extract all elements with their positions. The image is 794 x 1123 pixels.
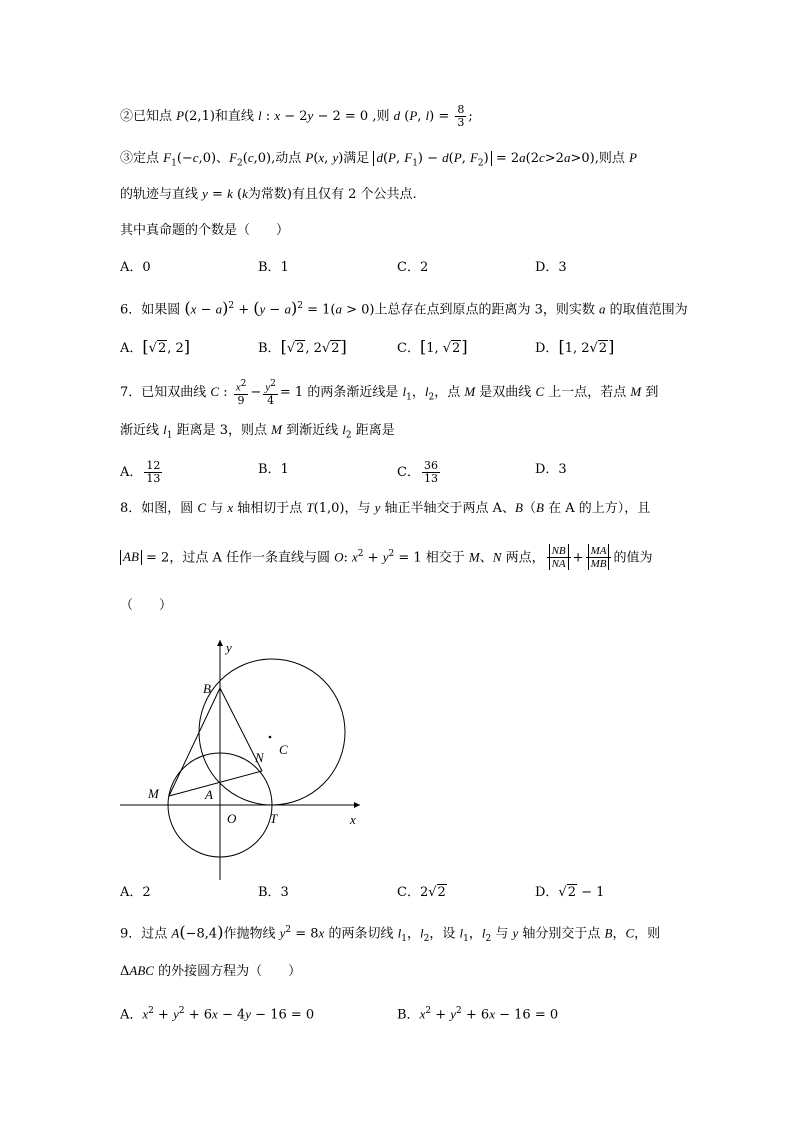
q6-option-b[interactable]: B．[√2, 2√2] <box>258 337 347 356</box>
q8-stem-line3: （ ） <box>120 598 173 613</box>
label-m: M <box>148 786 159 801</box>
segment-mn <box>169 771 262 796</box>
segment-bm <box>169 688 220 796</box>
label-b: B <box>203 681 211 696</box>
item-3-line1: ③定点 $F_1(-c,0)$、$F_2(c,0)$,动点 P(x, y)满足 d(P, $F_1) - d(P$, $F_2) = 2a(2c>2a>0)$,则点 P <box>120 150 637 169</box>
circle-c <box>199 659 345 805</box>
q7-stem-line2: 渐近线 $l_1$ 距离是 3，则点 M 到渐近线 $l_2$ 距离是 <box>120 422 395 441</box>
q8-option-a[interactable]: A．2 <box>120 885 151 900</box>
q9-option-b[interactable]: B．$x^2 + y^2 + 6x - 16 = 0$ <box>397 1006 559 1023</box>
label-t: T <box>270 811 278 826</box>
q6-option-c[interactable]: C．[1, √2] <box>397 337 468 356</box>
q9-option-a[interactable]: A．$x^2 + y^2 + 6x - 4y - 16 = 0$ <box>120 1006 315 1023</box>
item-2-text: ②已知点 P(2,1)和直线 l : x − 2y − 2 = 0 ,则 d (P, l) = $\frac{8}{3}$ ; <box>120 103 473 129</box>
prev-question-stem: 其中真命题的个数是（ ） <box>120 223 290 238</box>
q7-option-b[interactable]: B．1 <box>258 462 289 477</box>
prev-option-a[interactable]: A．0 <box>120 260 151 275</box>
q8-option-c[interactable]: C．2√2 <box>397 885 446 900</box>
q7-option-d[interactable]: D．3 <box>535 462 567 477</box>
label-a: A <box>205 787 213 802</box>
q9-stem-line1: 9．过点 A(−8,4)作抛物线 $y^2 = 8x$ 的两条切线 $l_1$，$l_2$，设 $l_1$，$l_2$ 与 y 轴分别交于点 B，C，则 <box>120 922 661 944</box>
prev-option-c[interactable]: C．2 <box>397 260 429 275</box>
prev-option-d[interactable]: D．3 <box>535 260 567 275</box>
q8-stem-line1: 8．如图，圆 C 与 x 轴相切于点 T(1,0)，与 y 轴正半轴交于两点 A、B（B 在 A 的上方），且 <box>120 500 651 516</box>
q7-option-c[interactable]: C． $\frac{36}{13}$ <box>397 459 438 485</box>
label-o: O <box>227 811 237 826</box>
q6-option-a[interactable]: A．[√2, 2] <box>120 337 191 356</box>
label-y: y <box>226 640 232 655</box>
q6-option-d[interactable]: D．[1, 2√2] <box>535 337 615 356</box>
q7-stem-line1: 7．已知双曲线 C : $\frac{x^2}{9}$ − $\frac{y^2}{4}$ = 1 的两条渐近线是 $l_1$，$l_2$，点 M 是双曲线 C 上一点，若点 M 到 <box>120 379 659 407</box>
q8-stem-line2: AB = 2，过点 A 任作一条直线与圆 O: $x^2 + y^2 = 1$ 相交于 M、N 两点， $\frac{NB}{NA}$ + $\frac{MA}{MB}$ 的值为 <box>120 544 652 570</box>
q7-option-a[interactable]: A． $\frac{12}{13}$ <box>120 459 161 485</box>
q6-stem: 6．如果圆 $(x - a)^2 + (y - a)^2 = 1(a > 0)$上总存在点到原点的距离为 3，则实数 a 的取值范围为 <box>120 298 688 318</box>
label-x: x <box>350 812 356 827</box>
item-3-line2: 的轨迹与直线 y = k (k为常数)有且仅有 2 个公共点. <box>120 186 417 202</box>
prev-option-b[interactable]: B．1 <box>258 260 289 275</box>
label-c: C <box>279 742 288 757</box>
q8-option-d[interactable]: D．√2 − 1 <box>535 885 605 900</box>
q9-stem-line2: ΔABC 的外接圆方程为（ ） <box>120 963 302 979</box>
center-c-dot <box>269 736 272 739</box>
q8-option-b[interactable]: B．3 <box>258 885 289 900</box>
label-n: N <box>255 750 264 765</box>
